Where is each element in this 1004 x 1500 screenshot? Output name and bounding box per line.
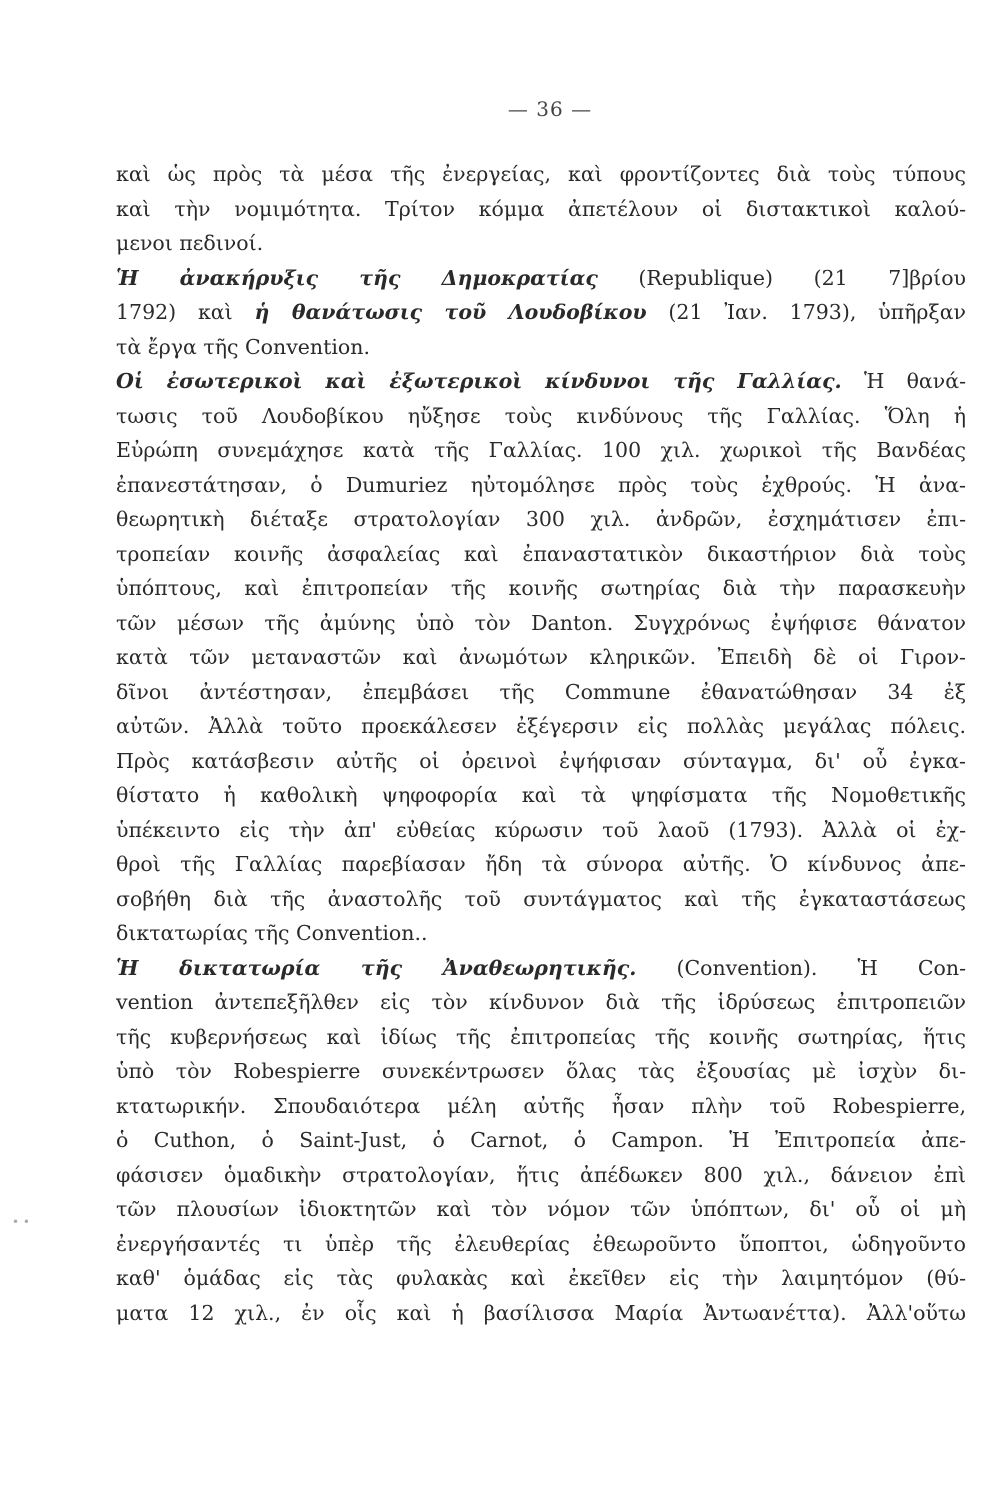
text-run: τῶν μέσων τῆς ἀμύνης ὑπὸ τὸν Danton. Συγχρόνως ἐψήφισε θάνατον [116, 610, 966, 635]
text-run: θίστατο ἡ καθολικὴ ψηφοφορία καὶ τὰ ψηφίσματα τῆς Νομοθετικῆς [116, 783, 966, 807]
text-line [116, 916, 966, 951]
text-line [116, 1123, 966, 1158]
text-run: καὶ τὴν νομιμότητα. Τρίτον κόμμα ἀπετέλουν οἱ διστακτικοὶ καλού- [116, 196, 966, 221]
text-run: vention ἀντεπεξῆλθεν εἰς τὸν κίνδυνον διὰ τῆς ἱδρύσεως ἐπιτροπειῶν [116, 990, 966, 1014]
text-run: καθ' ὁμάδας εἰς τὰς φυλακὰς καὶ ἐκεῖθεν εἰς τὴν λαιμητόμον (θύ- [116, 1266, 966, 1290]
text-run: ἐπανεστάτησαν, ὁ Dumuriez ηὐτομόλησε πρὸς τοὺς ἐχθρούς. Ἡ ἀνα- [116, 472, 966, 497]
body-text [116, 157, 966, 1330]
section-heading: ἡ θανάτωσις τοῦ Λουδοβίκου [254, 300, 647, 324]
text-run: θεωρητικὴ διέταξε στρατολογίαν 300 χιλ. ἀνδρῶν, ἐσχημάτισεν ἐπι- [116, 507, 966, 531]
text-run: τὰ ἔργα τῆς Convention. [116, 334, 370, 359]
text-line [116, 192, 966, 227]
scan-mark: • • [12, 1215, 30, 1229]
text-line [116, 778, 966, 813]
text-run: (Convention). Ἡ Con- [636, 955, 966, 980]
text-line [116, 330, 966, 365]
text-line [116, 364, 966, 399]
text-run: τωσις τοῦ Λουδοβίκου ηὔξησε τοὺς κινδύνους τῆς Γαλλίας. Ὅλη ἡ [116, 403, 966, 428]
text-line [116, 1261, 966, 1296]
section-heading: Ἡ δικτατωρία τῆς Ἀναθεωρητικῆς. [116, 955, 637, 980]
text-run: ματα 12 χιλ., ἐν οἷς καὶ ἡ βασίλισσα Μαρία Ἀντωανέττα). Ἀλλ'οὕτω [116, 1300, 966, 1325]
text-run: κτατωρικήν. Σπουδαιότερα μέλη αὐτῆς ἦσαν πλὴν τοῦ Robespierre, [116, 1093, 966, 1118]
section-heading: Ἡ ἀνακήρυξις τῆς Δημοκρατίας [116, 265, 598, 290]
text-run: Ἡ θανά- [841, 369, 966, 393]
text-line [116, 1054, 966, 1089]
text-run: ὑπόπτους, καὶ ἐπιτροπείαν τῆς κοινῆς σωτηρίας διὰ τὴν παρασκευὴν [116, 576, 966, 600]
text-line [116, 226, 966, 261]
text-line [116, 640, 966, 675]
text-run: ὑπὸ τὸν Robespierre συνεκέντρωσεν ὅλας τὰς ἐξουσίας μὲ ἰσχὺν δι- [116, 1059, 966, 1083]
text-line [116, 399, 966, 434]
text-run: σοβήθη διὰ τῆς ἀναστολῆς τοῦ συντάγματος καὶ τῆς ἐγκαταστάσεως [116, 886, 966, 911]
text-run: ἐνεργήσαντές τι ὑπὲρ τῆς ἐλευθερίας ἐθεωροῦντο ὕποπτοι, ὡδηγοῦντο [116, 1231, 966, 1256]
text-line [116, 295, 966, 330]
text-run: καὶ ὡς πρὸς τὰ μέσα τῆς ἐνεργείας, καὶ φροντίζοντες διὰ τοὺς τύπους [116, 162, 966, 186]
text-run: κατὰ τῶν μεταναστῶν καὶ ἀνωμότων κληρικῶν. Ἐπειδὴ δὲ οἱ Γιρον- [116, 645, 966, 669]
text-run: τῶν πλουσίων ἰδιοκτητῶν καὶ τὸν νόμον τῶν ὑπόπτων, δι' οὗ οἱ μὴ [116, 1197, 966, 1221]
text-line [116, 882, 966, 917]
text-line [116, 1089, 966, 1124]
text-run: Εὐρώπη συνεμάχησε κατὰ τῆς Γαλλίας. 100 χιλ. χωρικοὶ τῆς Βανδέας [116, 438, 966, 462]
text-line [116, 1020, 966, 1055]
section-heading: Οἱ ἐσωτερικοὶ καὶ ἐξωτερικοὶ κίνδυνοι τῆς Γαλλίας. [116, 369, 842, 393]
text-run: (21 Ἰαν. 1793), ὑπῆρξαν [646, 300, 967, 324]
text-run: δῖνοι ἀντέστησαν, ἐπεμβάσει τῆς Commune ἐθανατώθησαν 34 ἐξ [116, 679, 966, 704]
text-line [116, 675, 966, 710]
text-run: θροὶ τῆς Γαλλίας παρεβίασαν ἤδη τὰ σύνορα αὐτῆς. Ὁ κίνδυνος ἀπε- [116, 852, 966, 876]
text-run: τροπείαν κοινῆς ἀσφαλείας καὶ ἐπαναστατικὸν δικαστήριον διὰ τοὺς [116, 541, 966, 566]
text-line [116, 502, 966, 537]
text-line [116, 1227, 966, 1262]
text-run: μενοι πεδινοί. [116, 231, 264, 255]
text-run: 1792) καὶ [116, 300, 255, 324]
page-number: — 36 — [507, 97, 593, 121]
text-line [116, 537, 966, 572]
text-line [116, 847, 966, 882]
text-line [116, 1296, 966, 1331]
text-run: αὐτῶν. Ἀλλὰ τοῦτο προεκάλεσεν ἐξέγερσιν εἰς πολλὰς μεγάλας πόλεις. [116, 714, 966, 738]
text-run: ὑπέκειντο εἰς τὴν ἀπ' εὐθείας κύρωσιν τοῦ λαοῦ (1793). Ἀλλὰ οἱ ἐχ- [116, 817, 966, 842]
text-line [116, 606, 966, 641]
text-run: τῆς κυβερνήσεως καὶ ἰδίως τῆς ἐπιτροπείας τῆς κοινῆς σωτηρίας, ἥτις [116, 1024, 966, 1049]
text-line [116, 744, 966, 779]
text-run: ὁ Cuthon, ὁ Saint-Just, ὁ Carnot, ὁ Campon. Ἡ Ἐπιτροπεία ἀπε- [116, 1128, 966, 1152]
text-line [116, 813, 966, 848]
text-run: φάσισεν ὁμαδικὴν στρατολογίαν, ἥτις ἀπέδωκεν 800 χιλ., δάνειον ἐπὶ [116, 1162, 966, 1187]
text-line [116, 1158, 966, 1193]
text-line [116, 468, 966, 503]
text-line [116, 951, 966, 986]
text-line [116, 433, 966, 468]
text-run: (Republique) (21 7]βρίου [597, 265, 967, 290]
text-line [116, 571, 966, 606]
text-run: Πρὸς κατάσβεσιν αὐτῆς οἱ ὀρεινοὶ ἐψήφισαν σύνταγμα, δι' οὗ ἐγκα- [116, 748, 966, 773]
text-run: δικτατωρίας τῆς Convention.. [116, 921, 428, 945]
text-line [116, 261, 966, 296]
text-line [116, 985, 966, 1020]
text-line [116, 709, 966, 744]
text-line [116, 157, 966, 192]
text-line [116, 1192, 966, 1227]
